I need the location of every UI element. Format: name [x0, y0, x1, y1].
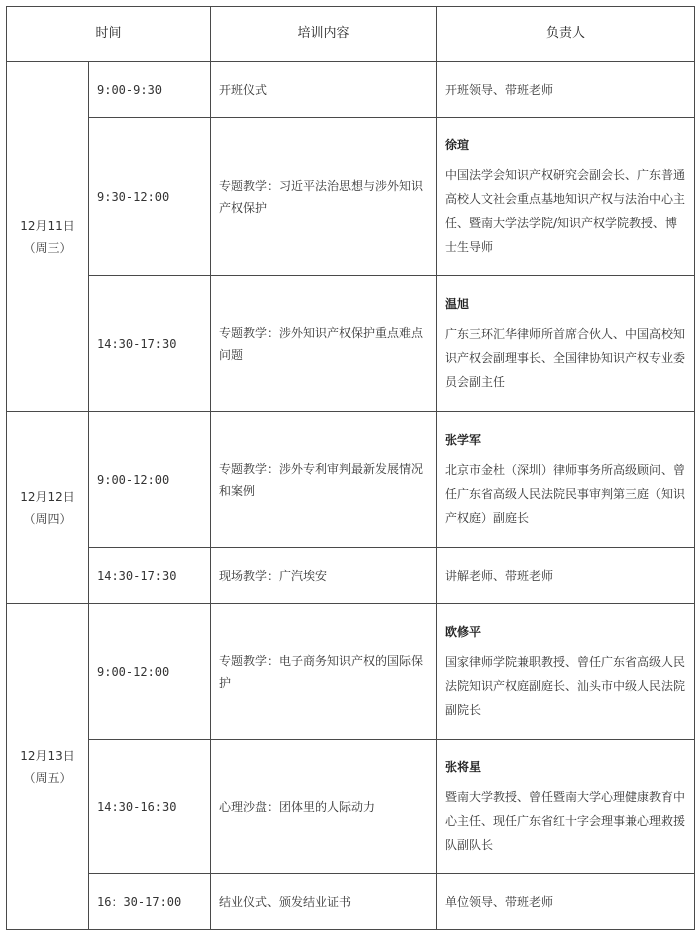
date-cell: [7, 412, 89, 604]
person-desc: 国家律师学院兼职教授、曾任广东省高级人民法院知识产权庭副庭长、汕头市中级人民法院副院长: [445, 654, 686, 717]
table-row: [7, 874, 695, 930]
table-row: [7, 118, 695, 276]
content-cell: 现场教学：广汽埃安: [211, 548, 437, 604]
person-name: 张学军: [445, 432, 482, 447]
date-label: 12月12日: [20, 489, 75, 504]
header-content: 培训内容: [211, 7, 437, 62]
person-cell: [437, 604, 695, 740]
person-cell: [437, 740, 695, 874]
person-desc: 开班领导、带班老师: [445, 82, 554, 97]
table-row: [7, 412, 695, 548]
time-cell: 14:30-17:30: [89, 548, 211, 604]
person-cell: [437, 874, 695, 930]
person-cell: [437, 62, 695, 118]
person-name: 张将星: [445, 759, 482, 774]
training-schedule-table: [6, 6, 695, 930]
person-desc: 北京市金杜（深圳）律师事务所高级顾问、曾任广东省高级人民法院民事审判第三庭（知识产权庭）副庭长: [445, 462, 686, 525]
time-cell: 9:30-12:00: [89, 118, 211, 276]
date-cell: [7, 62, 89, 412]
person-name: 欧修平: [445, 624, 482, 639]
content-cell: 心理沙盘：团体里的人际动力: [211, 740, 437, 874]
table-row: [7, 740, 695, 874]
table-row: [7, 548, 695, 604]
content-cell: 专题教学：习近平法治思想与涉外知识产权保护: [211, 118, 437, 276]
person-desc: 讲解老师、带班老师: [445, 568, 554, 583]
header-person: 负责人: [437, 7, 695, 62]
person-desc: 广东三环汇华律师所首席合伙人、中国高校知识产权会副理事长、全国律协知识产权专业委员会副主任: [445, 326, 686, 389]
person-name: 徐瑄: [445, 137, 470, 152]
content-cell: 开班仪式: [211, 62, 437, 118]
date-label: 12月11日: [20, 218, 75, 233]
person-desc: 中国法学会知识产权研究会副会长、广东普通高校人文社会重点基地知识产权与法治中心主任、暨南大学法学院/知识产权学院教授、博士生导师: [445, 167, 686, 254]
person-cell: [437, 412, 695, 548]
time-cell: 16：30-17:00: [89, 874, 211, 930]
time-cell: 9:00-12:00: [89, 604, 211, 740]
person-cell: [437, 548, 695, 604]
weekday-label: （周五）: [23, 770, 72, 785]
time-cell: 14:30-16:30: [89, 740, 211, 874]
person-desc: 暨南大学教授、曾任暨南大学心理健康教育中心主任、现任广东省红十字会理事兼心理救援队副队长: [445, 789, 686, 852]
person-cell: [437, 118, 695, 276]
header-time: 时间: [7, 7, 211, 62]
time-cell: 9:00-12:00: [89, 412, 211, 548]
person-name: 温旭: [445, 296, 470, 311]
header-row: [7, 7, 695, 62]
weekday-label: （周四）: [23, 511, 72, 526]
time-cell: 14:30-17:30: [89, 276, 211, 412]
table-row: [7, 62, 695, 118]
weekday-label: （周三）: [23, 240, 72, 255]
date-label: 12月13日: [20, 748, 75, 763]
date-cell: [7, 604, 89, 930]
person-cell: [437, 276, 695, 412]
table-row: [7, 604, 695, 740]
content-cell: 专题教学：涉外专利审判最新发展情况和案例: [211, 412, 437, 548]
time-cell: 9:00-9:30: [89, 62, 211, 118]
content-cell: 专题教学：电子商务知识产权的国际保护: [211, 604, 437, 740]
content-cell: 专题教学：涉外知识产权保护重点难点问题: [211, 276, 437, 412]
table-row: [7, 276, 695, 412]
content-cell: 结业仪式、颁发结业证书: [211, 874, 437, 930]
person-desc: 单位领导、带班老师: [445, 894, 554, 909]
